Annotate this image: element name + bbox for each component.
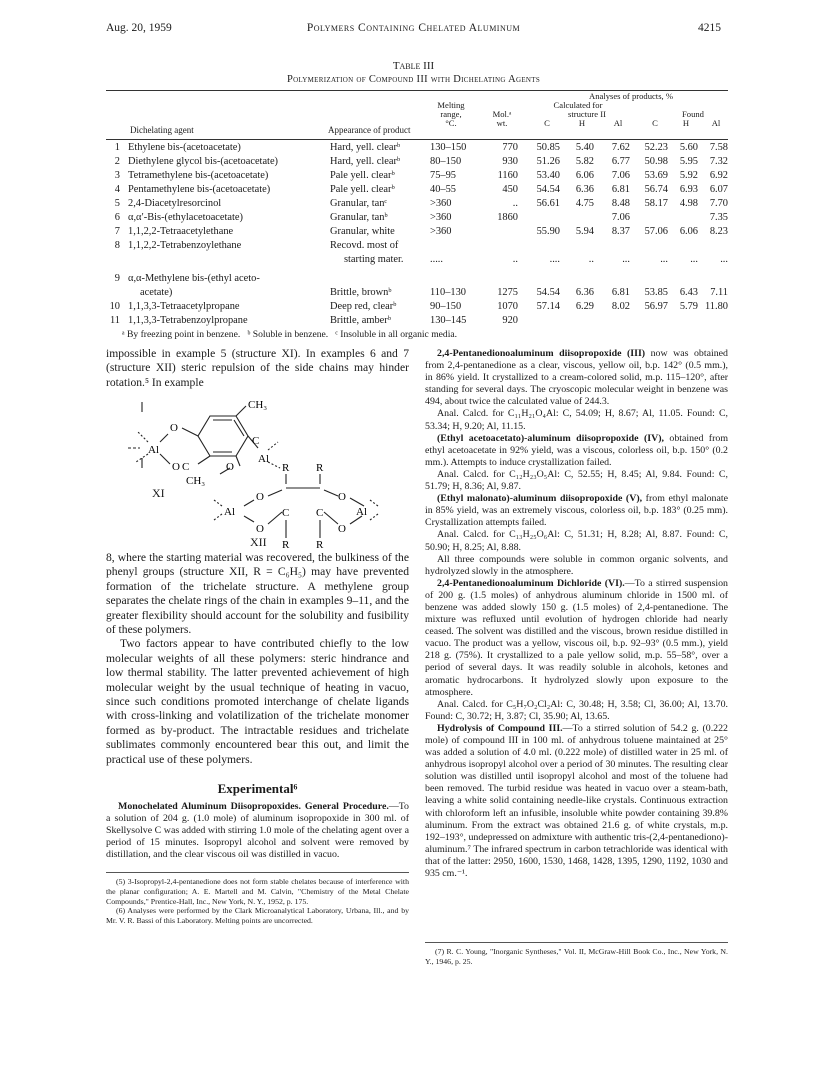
calc-al-header: Al [613, 118, 623, 128]
mol-wt-cell: 1275 [497, 287, 518, 298]
table-row [106, 184, 728, 198]
compound-heading: (Ethyl acetoacetato)-aluminum diisopropoxide (IV), [437, 432, 664, 444]
oxygen-label: O [338, 523, 346, 535]
table-footnote: ᵃ By freezing point in benzene. ᵇ Soluble in benzene. ᶜ Insoluble in all organic media. [122, 329, 458, 340]
table-row [106, 273, 728, 287]
calc-c-cell: 55.90 [536, 226, 560, 237]
found-al-cell: 7.58 [709, 142, 728, 153]
mol-wt-cell: 1070 [497, 301, 518, 312]
row-number: 5 [114, 198, 120, 209]
calc-h-cell: 4.75 [575, 198, 594, 209]
appearance-cell: Deep red, clearᵇ [330, 301, 397, 312]
running-header-title: Polymers Containing Chelated Aluminum [306, 22, 521, 34]
appearance-cell: Pale yell. clearᵇ [330, 184, 395, 195]
found-header: Found [682, 109, 704, 119]
mol-wt-cell: 1160 [497, 170, 518, 181]
melting-range-cell: 90–150 [430, 301, 462, 312]
paragraph: —To a stirred solution of 54.2 g. (0.222 mole) of compound III in 100 ml. of anhydrous toluene maintained at 25° was added a solution of 4.0 ml. (0.222 mole) of distilled water in 25 ml. of anhydrous isopropyl alcohol over a period of 30 minutes. The resulting clear solution was distilled until isopropyl alcohol and most of the toluene had been removed. The turbid residue was heated in vacuo over a steam-bath, leaving a white solid containing needle-like crystals. Continuous extraction with chloroform left an infusible, insoluble white powder containing 39.8% aluminum. From the extract was obtained 21.6 g. of white crystals, m.p. 192–193°, undepressed on admixture with authentic tris-(2,4-pentanediono)-aluminum.⁷ The infrared spectrum in carbon tetrachloride was identical with that of the latter: 2950, 1600, 1530, 1468, 1428, 1395, 1290, 1192, 1030 and 935 cm.⁻¹. [425, 722, 728, 880]
mol-wt-cell: 930 [502, 156, 518, 167]
melting-range-cell: 110–130 [430, 287, 466, 298]
appearance-cell: starting mater. [344, 254, 404, 265]
mol-wt-cell: 770 [502, 142, 518, 153]
mol-wt-cell: .. [512, 254, 518, 265]
calc-al-cell: 6.81 [611, 184, 630, 195]
found-c-cell: ... [660, 254, 668, 265]
agent-cell: α,α-Methylene bis-(ethyl aceto- [128, 273, 260, 284]
table-row [106, 226, 728, 240]
calc-al-cell: 8.37 [611, 226, 630, 237]
analysis-paragraph: Anal. Calcd. for C₅H₇O₂Cl₂Al: C, 30.48; H, 3.58; Cl, 36.00; Al, 13.70. Found: C, 30.72; H, 3.87; Cl, 35.90; Al, 13.65. [425, 698, 728, 722]
right-footnotes [425, 947, 728, 967]
compound-heading: 2,4-Pentanedionoaluminum diisopropoxide (III) [437, 348, 646, 359]
mol-wt-cell: 1860 [497, 212, 518, 223]
found-al-cell: ... [720, 254, 728, 265]
paragraph: 8, where the starting material was recovered, the bulkiness of the phenyl groups (structure XII, R = C₆H₅) may have prevented formation of the trichelate structure. A methylene group separates the chelate rings of the chain in examples 9–11, and the greater flexibility should account for the solubility and fusibility of these polymers. [106, 551, 409, 637]
right-column [425, 348, 728, 880]
found-c-cell: 52.23 [644, 142, 668, 153]
found-al-cell: 7.70 [709, 198, 728, 209]
table-row [106, 142, 728, 156]
calc-c-cell: 54.54 [536, 287, 560, 298]
appearance-cell: Recovd. most of [330, 240, 399, 251]
calc-c-header: C [544, 118, 550, 128]
calc-al-cell: ... [622, 254, 630, 265]
wt-header: wt. [496, 118, 508, 128]
left-body [106, 551, 409, 767]
footnote-rule [106, 872, 409, 873]
found-h-cell: ... [690, 254, 698, 265]
agent-cell: Tetramethylene bis-(acetoacetate) [128, 170, 269, 181]
paragraph: obtained from ethyl acetoacetate in 92% yield, was a viscous, colorless oil, b.p. 150° (0.2 mm.). Attempts to induce crystallization failed. [425, 432, 729, 468]
calc-h-cell: 6.36 [575, 184, 594, 195]
mol-wt-cell: .. [512, 198, 518, 209]
aluminum-label: Al [356, 506, 367, 518]
calc-c-cell: 53.40 [536, 170, 560, 181]
table-row [106, 287, 728, 301]
agent-cell: α,α′-Bis-(ethylacetoacetate) [128, 212, 243, 223]
row-number: 1 [114, 142, 120, 153]
agent-cell: acetate) [140, 287, 173, 298]
found-c-cell: 53.69 [644, 170, 668, 181]
found-al-cell: 7.11 [710, 287, 728, 298]
row-number: 4 [114, 184, 120, 195]
left-intro-paragraph [106, 347, 409, 390]
paragraph: —To a stirred suspension of 200 g. (1.5 moles) of anhydrous aluminum chloride in 1500 ml. of benzene was added slowly 150 g. (1.5 moles) of 2,4-pentanedione. The mixture was refluxed until evolution of hydrogen chloride had nearly ceased. The solvent was distilled and the viscous, brown residue distilled in vacuo. The product was a yellow, viscous oil, b.p. 92–93° (0.5 mm.), yield 218 g. (75%). It crystallized to a pale yellow solid, m.p. 55–58°, over a period of several days. It was readily soluble in alcohols, ketones and aromatic hydrocarbons. It hydrolyzed slowly upon exposure to the atmosphere. [425, 577, 728, 698]
found-h-cell: 5.60 [679, 142, 698, 153]
calc-al-cell: 7.06 [611, 212, 630, 223]
paragraph: from ethyl malonate in 85% yield, was an extremely viscous, colorless oil, b.p. 183° (0.25 mm). Crystallization attempts failed. [425, 493, 728, 529]
procedure-heading: Monochelated Aluminum Diisopropoxides. General Procedure. [118, 801, 389, 812]
structure-header: structure II [568, 109, 606, 119]
table-number: Table III [392, 60, 435, 72]
appearance-header: Appearance of product [328, 125, 411, 135]
analysis-paragraph: Anal. Calcd. for C₁₁H₂₁O₄Al: C, 54.09; H, 8.67; Al, 11.05. Found: C, 53.34; H, 9.20; Al, 11.15. [425, 408, 728, 432]
found-c-cell: 50.98 [644, 156, 668, 167]
melting-range-cell: 130–145 [430, 315, 467, 326]
analysis-paragraph: Anal. Calcd. for C₁₃H₂₅O₆Al: C, 51.31; H, 8.28; Al, 8.87. Found: C, 50.90; H, 8.25; Al, 8.88. [425, 529, 728, 553]
calc-c-cell: 54.54 [536, 184, 560, 195]
agent-cell: Diethylene glycol bis-(acetoacetate) [128, 156, 279, 167]
melting-range-cell: >360 [430, 226, 452, 237]
found-h-cell: 5.79 [679, 301, 698, 312]
ch3-label: CH₃ [186, 475, 206, 487]
oxygen-label: O [256, 523, 264, 535]
calc-al-cell: 6.77 [611, 156, 630, 167]
footnote-7: (7) R. C. Young, "Inorganic Syntheses," Vol. II, McGraw-Hill Book Co., Inc., New York, N. Y., 1946, p. 25. [425, 947, 728, 966]
calc-h-cell: 6.29 [575, 301, 594, 312]
compound-heading: (Ethyl malonato)-aluminum diisopropoxide (V), [437, 493, 643, 505]
appearance-cell: Hard, yell. clearᵇ [330, 156, 401, 167]
oxygen-label: O [256, 491, 264, 503]
table-row [106, 198, 728, 212]
found-c-cell: 53.85 [644, 287, 668, 298]
found-c-cell: 56.97 [644, 301, 668, 312]
carbon-label: C [316, 507, 324, 519]
benzene-ring [198, 416, 248, 456]
compound-heading: 2,4-Pentanedionoaluminum Dichloride (VI). [437, 577, 625, 589]
footnote-rule [425, 942, 728, 943]
melting-range-cell: >360 [430, 198, 452, 209]
table-row [106, 170, 728, 184]
calc-c-cell: .... [549, 254, 560, 265]
melting-range-cell: >360 [430, 212, 452, 223]
found-h-cell: 6.93 [679, 184, 698, 195]
calc-c-cell: 50.85 [536, 142, 560, 153]
agent-cell: Pentamethylene bis-(acetoacetate) [128, 184, 271, 195]
melting-range-cell: 80–150 [430, 156, 462, 167]
table-row [106, 315, 728, 329]
found-c-cell: 58.17 [644, 198, 668, 209]
found-c-header: C [652, 118, 658, 128]
paragraph: All three compounds were soluble in common organic solvents, and hydrolyzed slowly in the atmosphere. [425, 553, 728, 577]
agent-cell: 1,1,2,2-Tetraacetylethane [128, 226, 234, 237]
row-number: 11 [109, 315, 120, 326]
mol-wt-cell: 920 [502, 315, 518, 326]
calc-h-cell: 5.82 [575, 156, 594, 167]
r-group-label: R [316, 539, 324, 551]
appearance-cell: Granular, tanᵇ [330, 212, 388, 223]
calc-h-cell: 5.40 [575, 142, 594, 153]
appearance-cell: Brittle, brownᵇ [330, 287, 392, 298]
page-number: 4215 [698, 22, 721, 34]
appearance-cell: Granular, tanᶜ [330, 198, 388, 209]
melting-range-cell: ..... [430, 254, 443, 265]
row-number: 3 [114, 170, 120, 181]
calc-h-cell: 5.94 [575, 226, 594, 237]
row-number: 6 [114, 212, 120, 223]
carbon-label: C [182, 461, 190, 473]
r-group-label: R [316, 462, 324, 474]
left-footnotes [106, 877, 409, 926]
found-al-cell: 6.07 [709, 184, 728, 195]
paragraph: Two factors appear to have contributed chiefly to the low molecular weights of all these polymers: steric hindrance and low thermal stability. The latter prevented achievement of high molecular weight by the usual technique of heating in vacuo, since such conditions promoted interchange of chelate ligands with cross-linking and volatilization of the trichelate monomer formed as by-product. The intractable residues and trichelate sublimates commonly encountered bear this out, and limit the practical use of these polymers. [106, 637, 409, 766]
paragraph: impossible in example 5 (structure XI). In examples 6 and 7 (structure XII) steric repulsion of the side chains may hinder rotation.⁵ In example [106, 347, 409, 389]
r-group-label: R [282, 539, 290, 551]
experimental-heading: Experimental⁶ [217, 781, 298, 796]
calc-h-cell: .. [588, 254, 594, 265]
calc-c-cell: 56.61 [536, 198, 560, 209]
carbon-label: C [282, 507, 290, 519]
melting-range-cell: 40–55 [430, 184, 456, 195]
structure-xii-label: XII [250, 535, 267, 549]
r-group-label: R [282, 462, 290, 474]
compound-heading: Hydrolysis of Compound III. [437, 722, 563, 734]
degc-header: °C. [445, 118, 457, 128]
agent-cell: Ethylene bis-(acetoacetate) [128, 142, 241, 153]
appearance-cell: Pale yell. clearᵇ [330, 170, 395, 181]
calc-c-cell: 51.26 [536, 156, 560, 167]
footnote-5: (5) 3-Isopropyl-2,4-pentanedione does not form stable chelates because of interference with the planar configuration; A. E. Martell and M. Calvin, "Chemistry of the Metal Chelate Compounds," Prentice-Hall, Inc., New York, N. Y., 1952, p. 175. [106, 877, 409, 906]
range-header: range, [440, 109, 462, 119]
paragraph: now was obtained from 2,4-pentanedione as a clear, viscous, yellow oil, b.p. 142° (0.5 mm.), in 86% yield. It crystallized to a cream-colored solid, m.p. 115–120°, after standing for several days. The cryoscopic molecular weight in benzene was 494, about twice the calculated value of 244.3. [425, 348, 728, 408]
found-h-cell: 5.92 [679, 170, 698, 181]
row-number: 9 [114, 273, 120, 284]
calc-h-header: H [578, 118, 586, 128]
table-header [106, 90, 728, 136]
agent-cell: 2,4-Diacetylresorcinol [128, 198, 222, 209]
oxygen-label: O [172, 461, 180, 473]
found-al-cell: 8.23 [709, 226, 728, 237]
analysis-paragraph: Anal. Calcd. for C₁₂H₂₃O₅Al: C, 52.55; H, 8.45; Al, 9.84. Found: C, 51.79; H, 8.36; Al, 9.87. [425, 468, 728, 493]
calc-al-cell: 7.06 [611, 170, 630, 181]
found-al-cell: 7.32 [709, 156, 728, 167]
calc-al-cell: 7.62 [611, 142, 630, 153]
aluminum-label: Al [258, 453, 269, 465]
table-row [106, 212, 728, 226]
found-al-cell: 11.80 [705, 301, 728, 312]
oxygen-label: O [226, 461, 234, 473]
found-al-header: Al [711, 118, 721, 128]
table-row [106, 240, 728, 254]
found-c-cell: 57.06 [644, 226, 668, 237]
found-h-cell: 5.95 [679, 156, 698, 167]
oxygen-label: O [170, 422, 178, 434]
footnote-6: (6) Analyses were performed by the Clark Microanalytical Laboratory, Urbana, Ill., and by Mr. V. R. Bassi of this Laboratory. Melting points are uncorrected. [106, 906, 409, 926]
agent-cell: 1,1,2,2-Tetrabenzoylethane [128, 240, 242, 251]
mol-header: Mol.ᵃ [492, 109, 512, 119]
row-number: 10 [109, 301, 120, 312]
row-number: 7 [114, 226, 120, 237]
found-al-cell: 7.35 [709, 212, 728, 223]
appearance-cell: Granular, white [330, 226, 395, 237]
found-al-cell: 6.92 [709, 170, 728, 181]
calc-h-cell: 6.06 [575, 170, 594, 181]
table-row [106, 156, 728, 170]
structure-xi-label: XI [152, 486, 165, 500]
oxygen-label: O [338, 491, 346, 503]
calc-h-cell: 6.36 [575, 287, 594, 298]
calc-al-cell: 6.81 [611, 287, 630, 298]
row-number: 8 [114, 240, 120, 251]
analyses-header: Analyses of products, % [588, 91, 673, 101]
appearance-cell: Brittle, amberᵇ [330, 315, 391, 326]
general-procedure [106, 801, 409, 861]
melting-range-cell: 130–150 [430, 142, 467, 153]
calc-al-cell: 8.48 [611, 198, 630, 209]
structure-xii-diagram [196, 460, 396, 552]
found-h-cell: 4.98 [679, 198, 698, 209]
calculated-header: Calculated for [553, 100, 603, 110]
paragraph: —To a solution of 204 g. (1.0 mole) of aluminum isopropoxide in 300 ml. of Skellysolve C was added with stirring 1.0 mole of the chelating agent over a period of 15 minutes. Isopropyl alcohol and solvent were removed by distillation, and the clear viscous oil was distilled in vacuo. [106, 801, 409, 861]
aluminum-label: Al [224, 506, 235, 518]
ch3-label: CH₃ [248, 399, 268, 411]
table-title: Polymerization of Compound III with Dichelating Agents [286, 74, 541, 85]
melting-range-cell: 75–95 [430, 170, 456, 181]
found-h-cell: 6.06 [679, 226, 698, 237]
calc-c-cell: 57.14 [536, 301, 560, 312]
found-h-cell: 6.43 [679, 287, 698, 298]
running-header-date: Aug. 20, 1959 [106, 22, 172, 34]
agent-cell: 1,1,3,3-Tetrabenzoylpropane [128, 315, 248, 326]
row-number: 2 [114, 156, 120, 167]
agent-header: Dichelating agent [130, 125, 194, 135]
aluminum-label: Al [148, 444, 159, 456]
table-row [106, 254, 728, 268]
melting-header: Melting [437, 100, 465, 110]
agent-cell: 1,1,3,3-Tetraacetylpropane [128, 301, 240, 312]
calc-al-cell: 8.02 [611, 301, 630, 312]
table-row [106, 301, 728, 315]
appearance-cell: Hard, yell. clearᵇ [330, 142, 401, 153]
carbon-label: C [252, 435, 260, 447]
mol-wt-cell: 450 [502, 184, 518, 195]
found-c-cell: 56.74 [644, 184, 668, 195]
found-h-header: H [682, 118, 690, 128]
